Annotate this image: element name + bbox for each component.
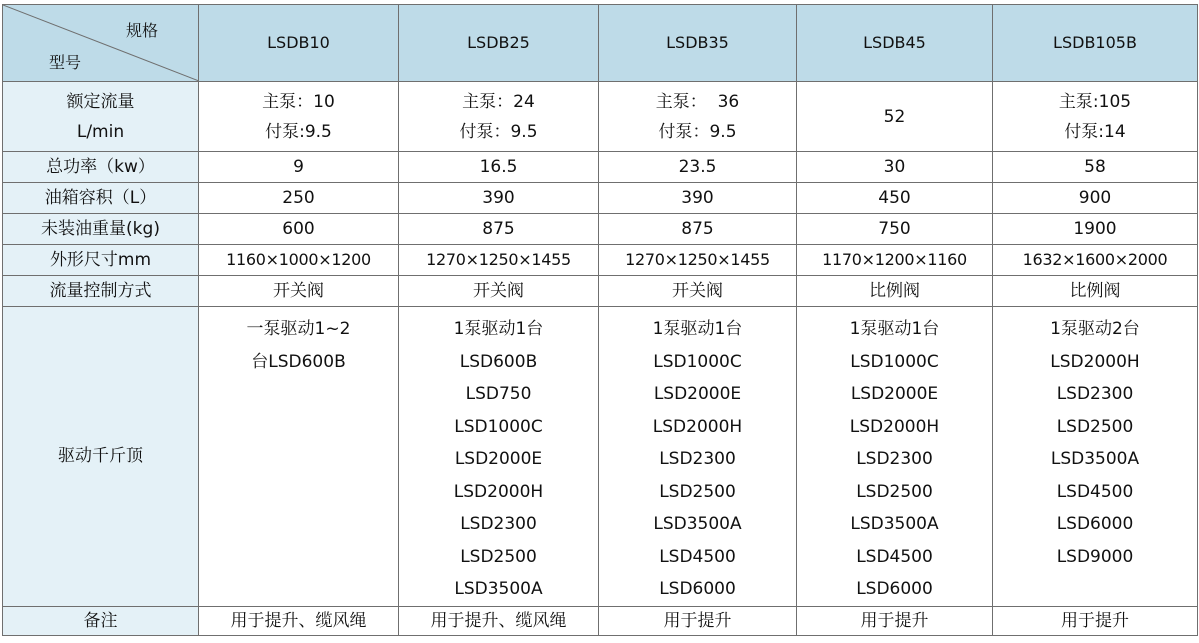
jack-model-item: LSD2500 xyxy=(460,546,537,567)
flow-label-line2: L/min xyxy=(76,121,125,142)
jack-list xyxy=(797,307,992,606)
jack-model-item: 1泵驱动2台 xyxy=(1050,319,1140,339)
control-cell: 比例阀 xyxy=(993,276,1198,307)
jack-model-item: 1泵驱动1台 xyxy=(849,319,940,339)
main-pump-flow: 主泵：10 xyxy=(262,91,335,112)
flow-label-line1: 额定流量 xyxy=(66,91,135,112)
flow-cell xyxy=(399,82,599,152)
note-cell: 用于提升 xyxy=(797,606,993,635)
power-cell: 23.5 xyxy=(599,152,797,183)
dims-cell: 1632×1600×2000 xyxy=(993,245,1198,276)
main-pump-flow: 主泵：24 xyxy=(462,91,535,112)
jack-model-item: LSD6000 xyxy=(1056,514,1134,534)
weight-cell: 600 xyxy=(199,214,399,245)
jack-model-item: LSD2300 xyxy=(659,449,736,469)
jacks-cell xyxy=(399,307,599,607)
jack-model-item: LSD2500 xyxy=(659,481,736,502)
row-label: 外形尺寸mm xyxy=(3,245,199,276)
flow-cell xyxy=(199,82,399,152)
jack-model-item: 1泵驱动1台 xyxy=(652,319,743,339)
power-cell: 30 xyxy=(797,152,993,183)
jack-model-item: LSD600B xyxy=(459,351,538,372)
power-cell: 9 xyxy=(199,152,399,183)
tank-cell: 450 xyxy=(797,183,993,214)
tank-cell: 900 xyxy=(993,183,1198,214)
row-label: 未装油重量(kg) xyxy=(3,214,199,245)
header-row xyxy=(3,5,1198,82)
power-cell: 58 xyxy=(993,152,1198,183)
jacks-cell xyxy=(599,307,797,607)
dims-cell: 1170×1200×1160 xyxy=(797,245,993,276)
corner-cell xyxy=(3,5,199,82)
aux-pump-flow: 付泵:14 xyxy=(1064,121,1126,142)
aux-pump-flow: 付泵：9.5 xyxy=(658,121,737,142)
flow-cell xyxy=(599,82,797,152)
jacks-cell xyxy=(199,307,399,607)
jacks-row xyxy=(3,307,1198,607)
jack-model-item: LSD3500A xyxy=(653,514,742,534)
jack-model-item: LSD2000H xyxy=(849,416,940,437)
note-cell: 用于提升 xyxy=(993,606,1198,635)
control-cell: 比例阀 xyxy=(797,276,993,307)
main-pump-flow: 主泵:105 xyxy=(1058,91,1132,112)
power-cell: 16.5 xyxy=(399,152,599,183)
jack-list xyxy=(993,307,1197,573)
aux-pump-flow: 付泵:9.5 xyxy=(265,121,332,142)
jack-model-item: LSD2300 xyxy=(1056,384,1134,404)
weight-cell: 1900 xyxy=(993,214,1198,245)
weight-row xyxy=(3,214,1198,245)
row-label xyxy=(3,82,199,152)
jack-model-item: LSD3500A xyxy=(1050,449,1140,469)
tank-row xyxy=(3,183,1198,214)
power-row xyxy=(3,152,1198,183)
jacks-cell xyxy=(797,307,993,607)
jack-model-item: LSD4500 xyxy=(1056,481,1134,502)
spec-table xyxy=(2,4,1198,636)
jack-model-item: LSD3500A xyxy=(850,514,939,534)
model-label: 型号 xyxy=(49,53,82,72)
jack-list xyxy=(399,307,598,606)
jacks-cell xyxy=(993,307,1198,607)
model-header: LSDB25 xyxy=(399,5,599,82)
weight-cell: 750 xyxy=(797,214,993,245)
jack-model-item: LSD6000 xyxy=(659,579,736,599)
jack-model-item: 台LSD600B xyxy=(251,351,346,372)
jack-model-item: LSD1000C xyxy=(454,416,543,437)
weight-cell: 875 xyxy=(399,214,599,245)
jack-model-item: LSD2000E xyxy=(850,384,939,404)
row-label: 总功率（kw） xyxy=(3,152,199,183)
flow-row xyxy=(3,82,1198,152)
jack-model-item: LSD750 xyxy=(465,384,532,404)
row-label: 流量控制方式 xyxy=(3,276,199,307)
note-cell: 用于提升 xyxy=(599,606,797,635)
jack-model-item: LSD2000H xyxy=(652,416,743,437)
jack-list xyxy=(199,307,398,378)
jack-model-item: 1泵驱动1台 xyxy=(453,319,544,339)
row-label: 驱动千斤顶 xyxy=(3,307,199,607)
jack-model-item: LSD2000H xyxy=(453,481,544,502)
jack-model-item: LSD2500 xyxy=(856,481,933,502)
jack-model-item: 一泵驱动1~2 xyxy=(246,319,351,339)
jack-model-item: LSD1000C xyxy=(653,351,742,372)
flow-value: 52 xyxy=(883,106,906,127)
model-header: LSDB105B xyxy=(993,5,1198,82)
jack-model-item: LSD3500A xyxy=(454,579,543,599)
control-cell: 开关阀 xyxy=(199,276,399,307)
row-label: 油箱容积（L） xyxy=(3,183,199,214)
note-cell: 用于提升、缆风绳 xyxy=(399,606,599,635)
jack-model-item: LSD4500 xyxy=(856,546,933,567)
jack-model-item: LSD2000H xyxy=(1050,351,1140,372)
jack-model-item: LSD1000C xyxy=(850,351,939,372)
jack-model-item: LSD2000E xyxy=(653,384,742,404)
model-header: LSDB10 xyxy=(199,5,399,82)
dims-cell: 1160×1000×1200 xyxy=(199,245,399,276)
model-header: LSDB35 xyxy=(599,5,797,82)
jack-list xyxy=(599,307,796,606)
dims-row xyxy=(3,245,1198,276)
row-label: 备注 xyxy=(3,606,199,635)
jack-model-item: LSD2300 xyxy=(856,449,933,469)
control-row xyxy=(3,276,1198,307)
diagonal-divider xyxy=(3,5,199,81)
control-cell: 开关阀 xyxy=(399,276,599,307)
note-cell: 用于提升、缆风绳 xyxy=(199,606,399,635)
tank-cell: 250 xyxy=(199,183,399,214)
jack-model-item: LSD4500 xyxy=(659,546,736,567)
flow-cell xyxy=(797,82,993,152)
tank-cell: 390 xyxy=(399,183,599,214)
weight-cell: 875 xyxy=(599,214,797,245)
spec-label: 规格 xyxy=(125,21,158,40)
control-cell: 开关阀 xyxy=(599,276,797,307)
dims-cell: 1270×1250×1455 xyxy=(599,245,797,276)
jack-model-item: LSD2300 xyxy=(460,514,537,534)
flow-cell xyxy=(993,82,1198,152)
jack-model-item: LSD2000E xyxy=(454,449,543,469)
aux-pump-flow: 付泵：9.5 xyxy=(459,121,538,142)
jack-model-item: LSD2500 xyxy=(1056,416,1134,437)
jack-model-item: LSD9000 xyxy=(1056,546,1134,567)
dims-cell: 1270×1250×1455 xyxy=(399,245,599,276)
spec-table-sheet xyxy=(2,4,1197,638)
tank-cell: 390 xyxy=(599,183,797,214)
model-header: LSDB45 xyxy=(797,5,993,82)
main-pump-flow: 主泵： 36 xyxy=(655,91,740,112)
note-row xyxy=(3,606,1198,635)
jack-model-item: LSD6000 xyxy=(856,579,933,599)
